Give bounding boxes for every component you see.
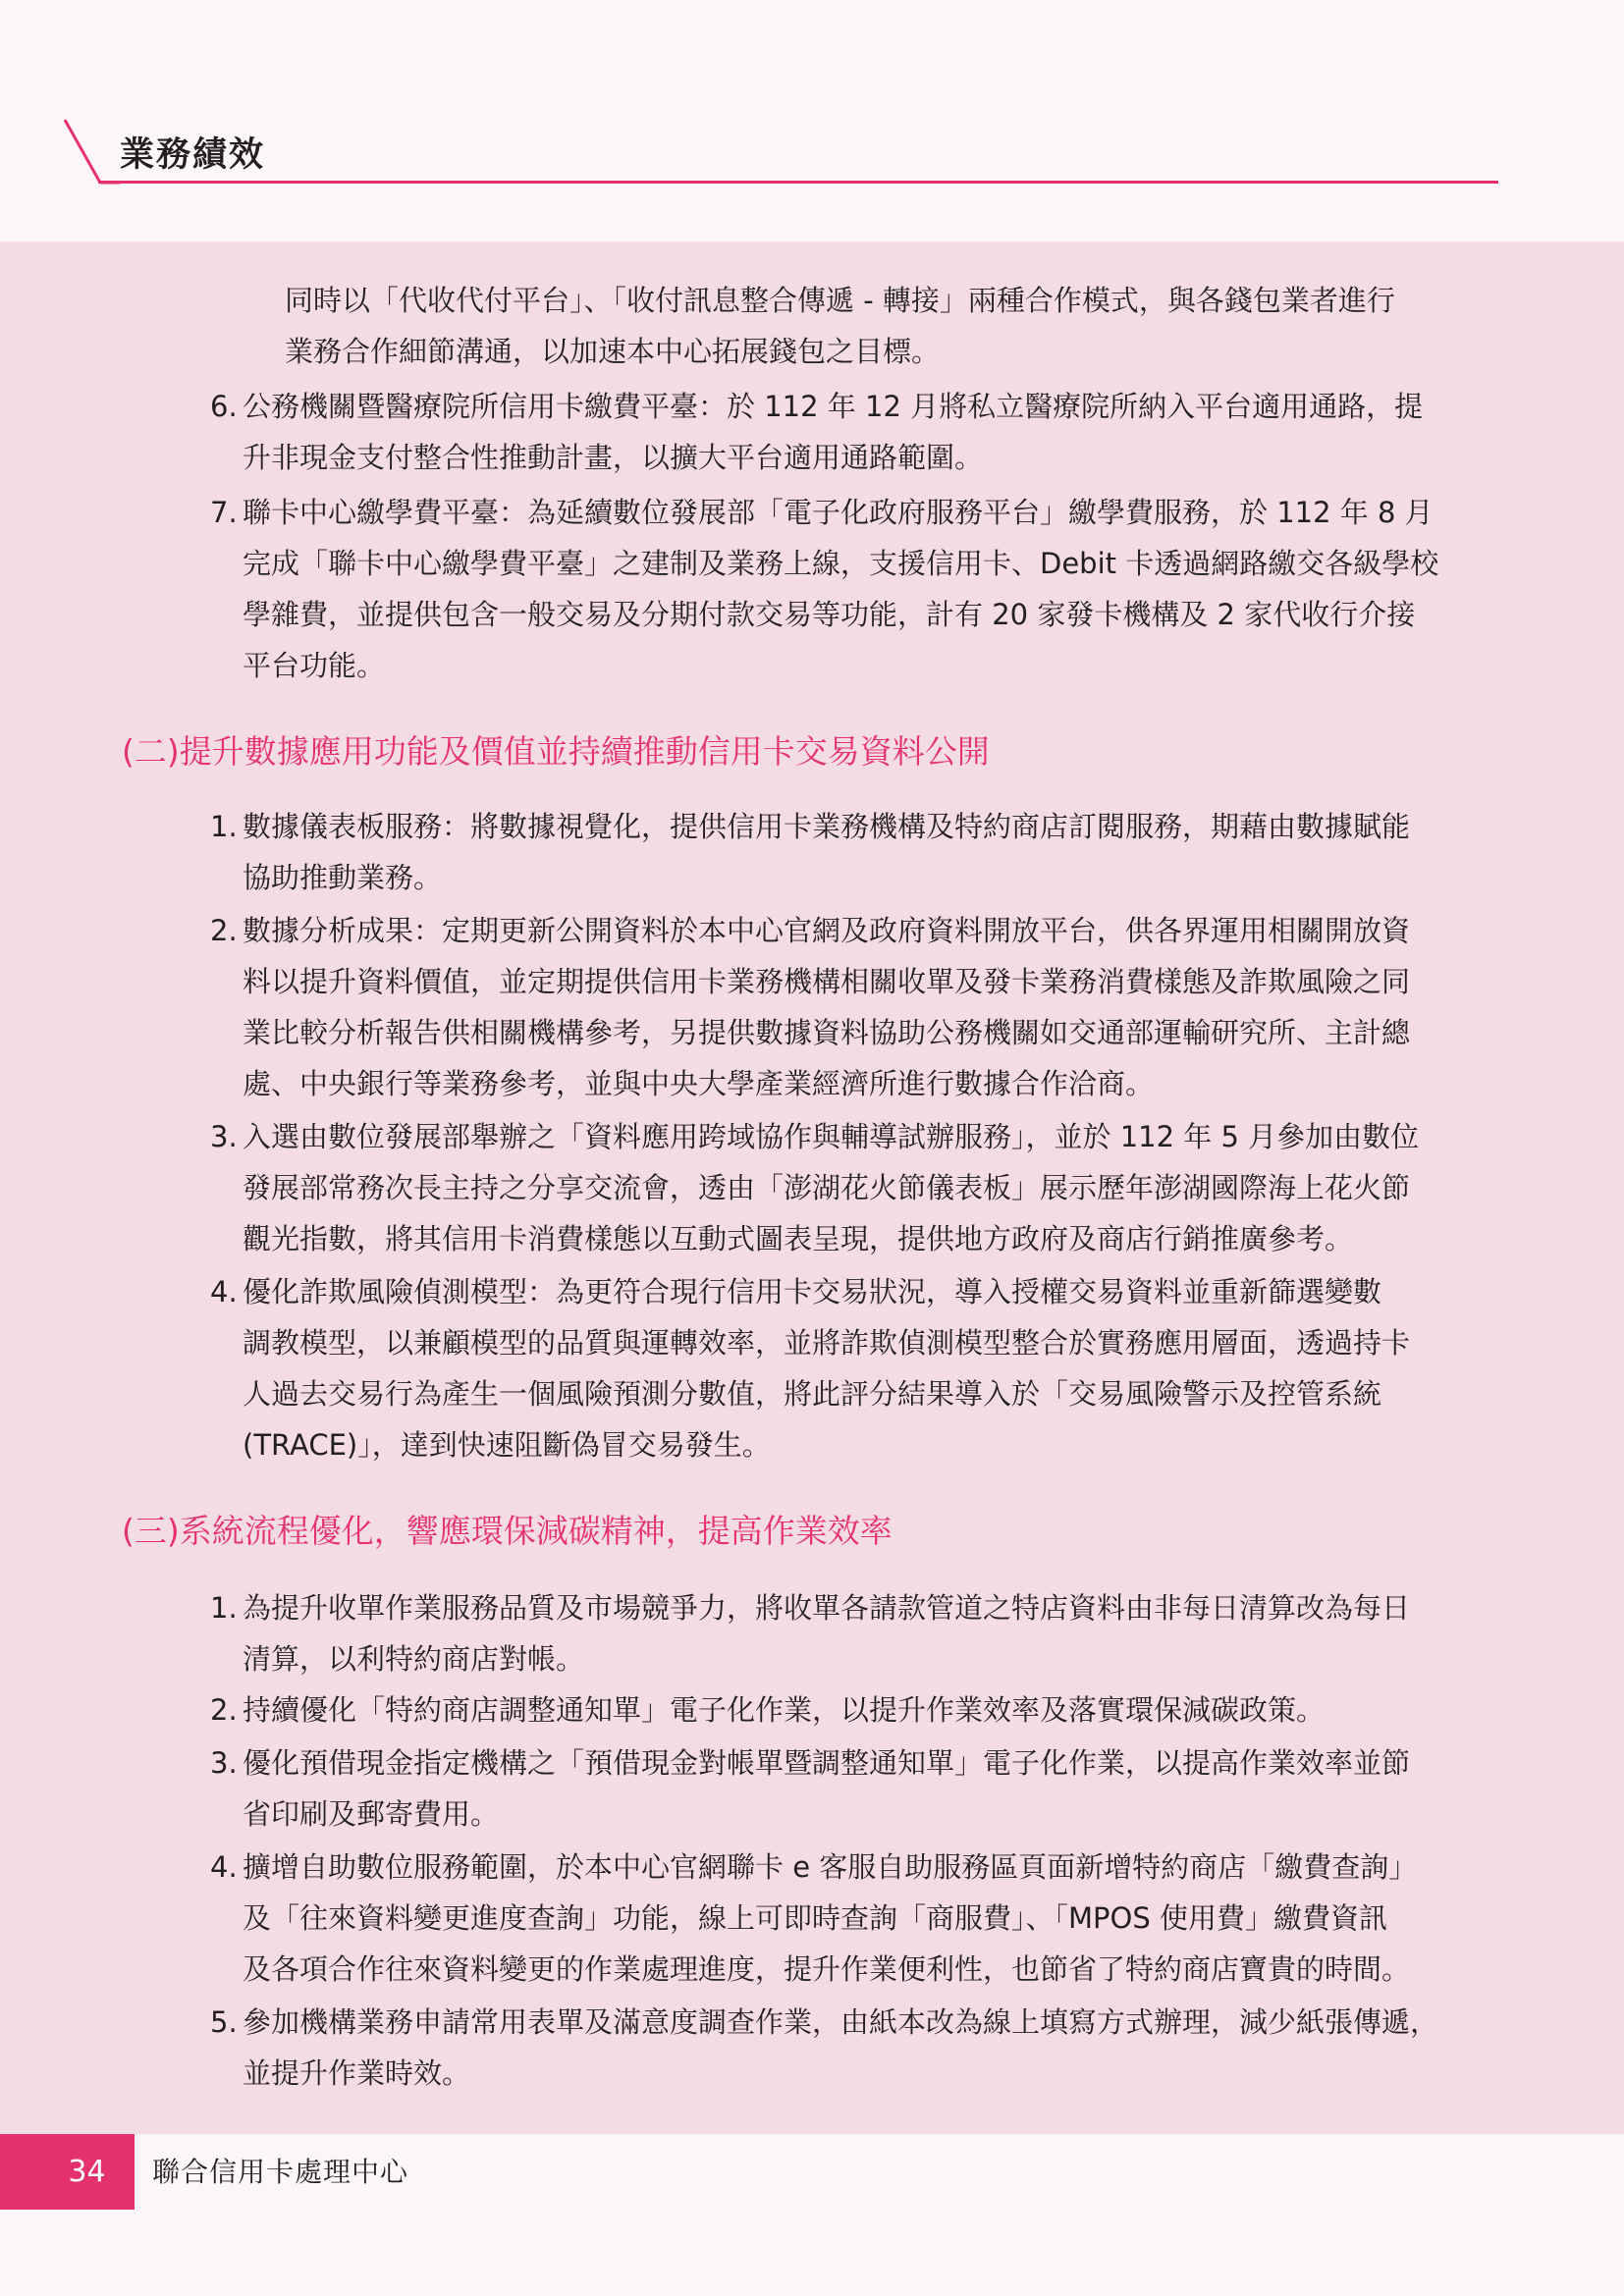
list-item-number: 6. — [210, 390, 238, 423]
list-item-line: 平台功能。 — [243, 649, 386, 682]
list-item-line: 學雜費，並提供包含一般交易及分期付款交易等功能，計有 20 家發卡機構及 2 家代收行介接 — [243, 598, 1416, 631]
list-item-number: 3. — [210, 1746, 238, 1780]
header-slash-decoration — [61, 118, 120, 187]
list-item-line: (TRACE)」，達到快速阻斷偽冒交易發生。 — [243, 1428, 771, 1462]
list-item-number: 4. — [210, 1275, 238, 1308]
list-item-line: 聯卡中心繳學費平臺：為延續數位發展部「電子化政府服務平台」繳學費服務，於 112 年 8 月 — [243, 496, 1434, 529]
list-item-number: 2. — [210, 914, 238, 947]
list-item-line: 發展部常務次長主持之分享交流會，透由「澎湖花火節儀表板」展示歷年澎湖國際海上花火節 — [243, 1171, 1411, 1204]
list-item-line: 升非現金支付整合性推動計畫，以擴大平台適用通路範圍。 — [243, 441, 984, 474]
section-heading: (二)提升數據應用功能及價值並持續推動信用卡交易資料公開 — [122, 732, 990, 771]
list-item-line: 清算，以利特約商店對帳。 — [243, 1642, 585, 1676]
list-item-number: 5. — [210, 2005, 238, 2039]
list-item-number: 1. — [210, 1591, 238, 1625]
list-item-number: 4. — [210, 1850, 238, 1884]
section-title: 業務績效 — [120, 135, 266, 175]
intro-line: 同時以「代收代付平台」、「收付訊息整合傳遞 - 轉接」兩種合作模式，與各錢包業者進行 — [285, 284, 1395, 317]
list-item-line: 業比較分析報告供相關機構參考，另提供數據資料協助公務機關如交通部運輸研究所、主計總 — [243, 1016, 1411, 1049]
list-item-line: 擴增自助數位服務範圍，於本中心官網聯卡 e 客服自助服務區頁面新增特約商店「繳費查詢」 — [243, 1850, 1418, 1884]
list-item-line: 數據分析成果：定期更新公開資料於本中心官網及政府資料開放平台，供各界運用相關開放資 — [243, 914, 1411, 947]
list-item-line: 入選由數位發展部舉辦之「資料應用跨域協作與輔導試辦服務」，並於 112 年 5 月參加由數位 — [243, 1120, 1420, 1153]
list-item-line: 參加機構業務申請常用表單及滿意度調查作業，由紙本改為線上填寫方式辦理，減少紙張傳遞， — [243, 2005, 1439, 2039]
list-item-line: 調教模型，以兼顧模型的品質與運轉效率，並將詐欺偵測模型整合於實務應用層面，透過持卡 — [243, 1326, 1411, 1360]
header-rule — [98, 181, 1498, 184]
list-item-line: 持續優化「特約商店調整通知單」電子化作業，以提升作業效率及落實環保減碳政策。 — [243, 1693, 1326, 1727]
list-item-line: 及各項合作往來資料變更的作業處理進度，提升作業便利性，也節省了特約商店寶貴的時間。 — [243, 1952, 1411, 1986]
list-item-line: 優化詐欺風險偵測模型：為更符合現行信用卡交易狀況，導入授權交易資料並重新篩選變數 — [243, 1275, 1382, 1308]
list-item-number: 2. — [210, 1693, 238, 1727]
list-item-line: 省印刷及郵寄費用。 — [243, 1797, 500, 1831]
list-item-number: 1. — [210, 810, 238, 843]
footer-organization: 聯合信用卡處理中心 — [152, 2156, 409, 2188]
list-item-line: 優化預借現金指定機構之「預借現金對帳單暨調整通知單」電子化作業，以提高作業效率並節 — [243, 1746, 1411, 1780]
list-item-line: 為提升收單作業服務品質及市場競爭力，將收單各請款管道之特店資料由非每日清算改為每日 — [243, 1591, 1411, 1625]
page-header — [0, 0, 1624, 241]
page-number: 34 — [68, 2155, 106, 2189]
section-heading: (三)系統流程優化，響應環保減碳精神，提高作業效率 — [122, 1512, 893, 1550]
list-item-line: 協助推動業務。 — [243, 861, 443, 894]
list-item-line: 人過去交易行為產生一個風險預測分數值，將此評分結果導入於「交易風險警示及控管系統 — [243, 1377, 1382, 1411]
list-item-line: 料以提升資料價值，並定期提供信用卡業務機構相關收單及發卡業務消費樣態及詐欺風險之同 — [243, 965, 1411, 998]
list-item-line: 處、中央銀行等業務參考，並與中央大學產業經濟所進行數據合作洽商。 — [243, 1067, 1155, 1100]
list-item-number: 7. — [210, 496, 238, 529]
list-item-line: 公務機關暨醫療院所信用卡繳費平臺：於 112 年 12 月將私立醫療院所納入平台適用通路，提 — [243, 390, 1424, 423]
intro-line: 業務合作細節溝通，以加速本中心拓展錢包之目標。 — [285, 335, 941, 368]
list-item-line: 完成「聯卡中心繳學費平臺」之建制及業務上線，支援信用卡、Debit 卡透過網路繳交各級學校 — [243, 547, 1439, 580]
list-item-number: 3. — [210, 1120, 238, 1153]
list-item-line: 並提升作業時效。 — [243, 2056, 471, 2090]
list-item-line: 及「往來資料變更進度查詢」功能，線上可即時查詢「商服費」、「MPOS 使用費」繳費資訊 — [243, 1901, 1387, 1935]
list-item-line: 觀光指數，將其信用卡消費樣態以互動式圖表呈現，提供地方政府及商店行銷推廣參考。 — [243, 1222, 1354, 1255]
list-item-line: 數據儀表板服務：將數據視覺化，提供信用卡業務機構及特約商店訂閱服務，期藉由數據賦能 — [243, 810, 1411, 843]
